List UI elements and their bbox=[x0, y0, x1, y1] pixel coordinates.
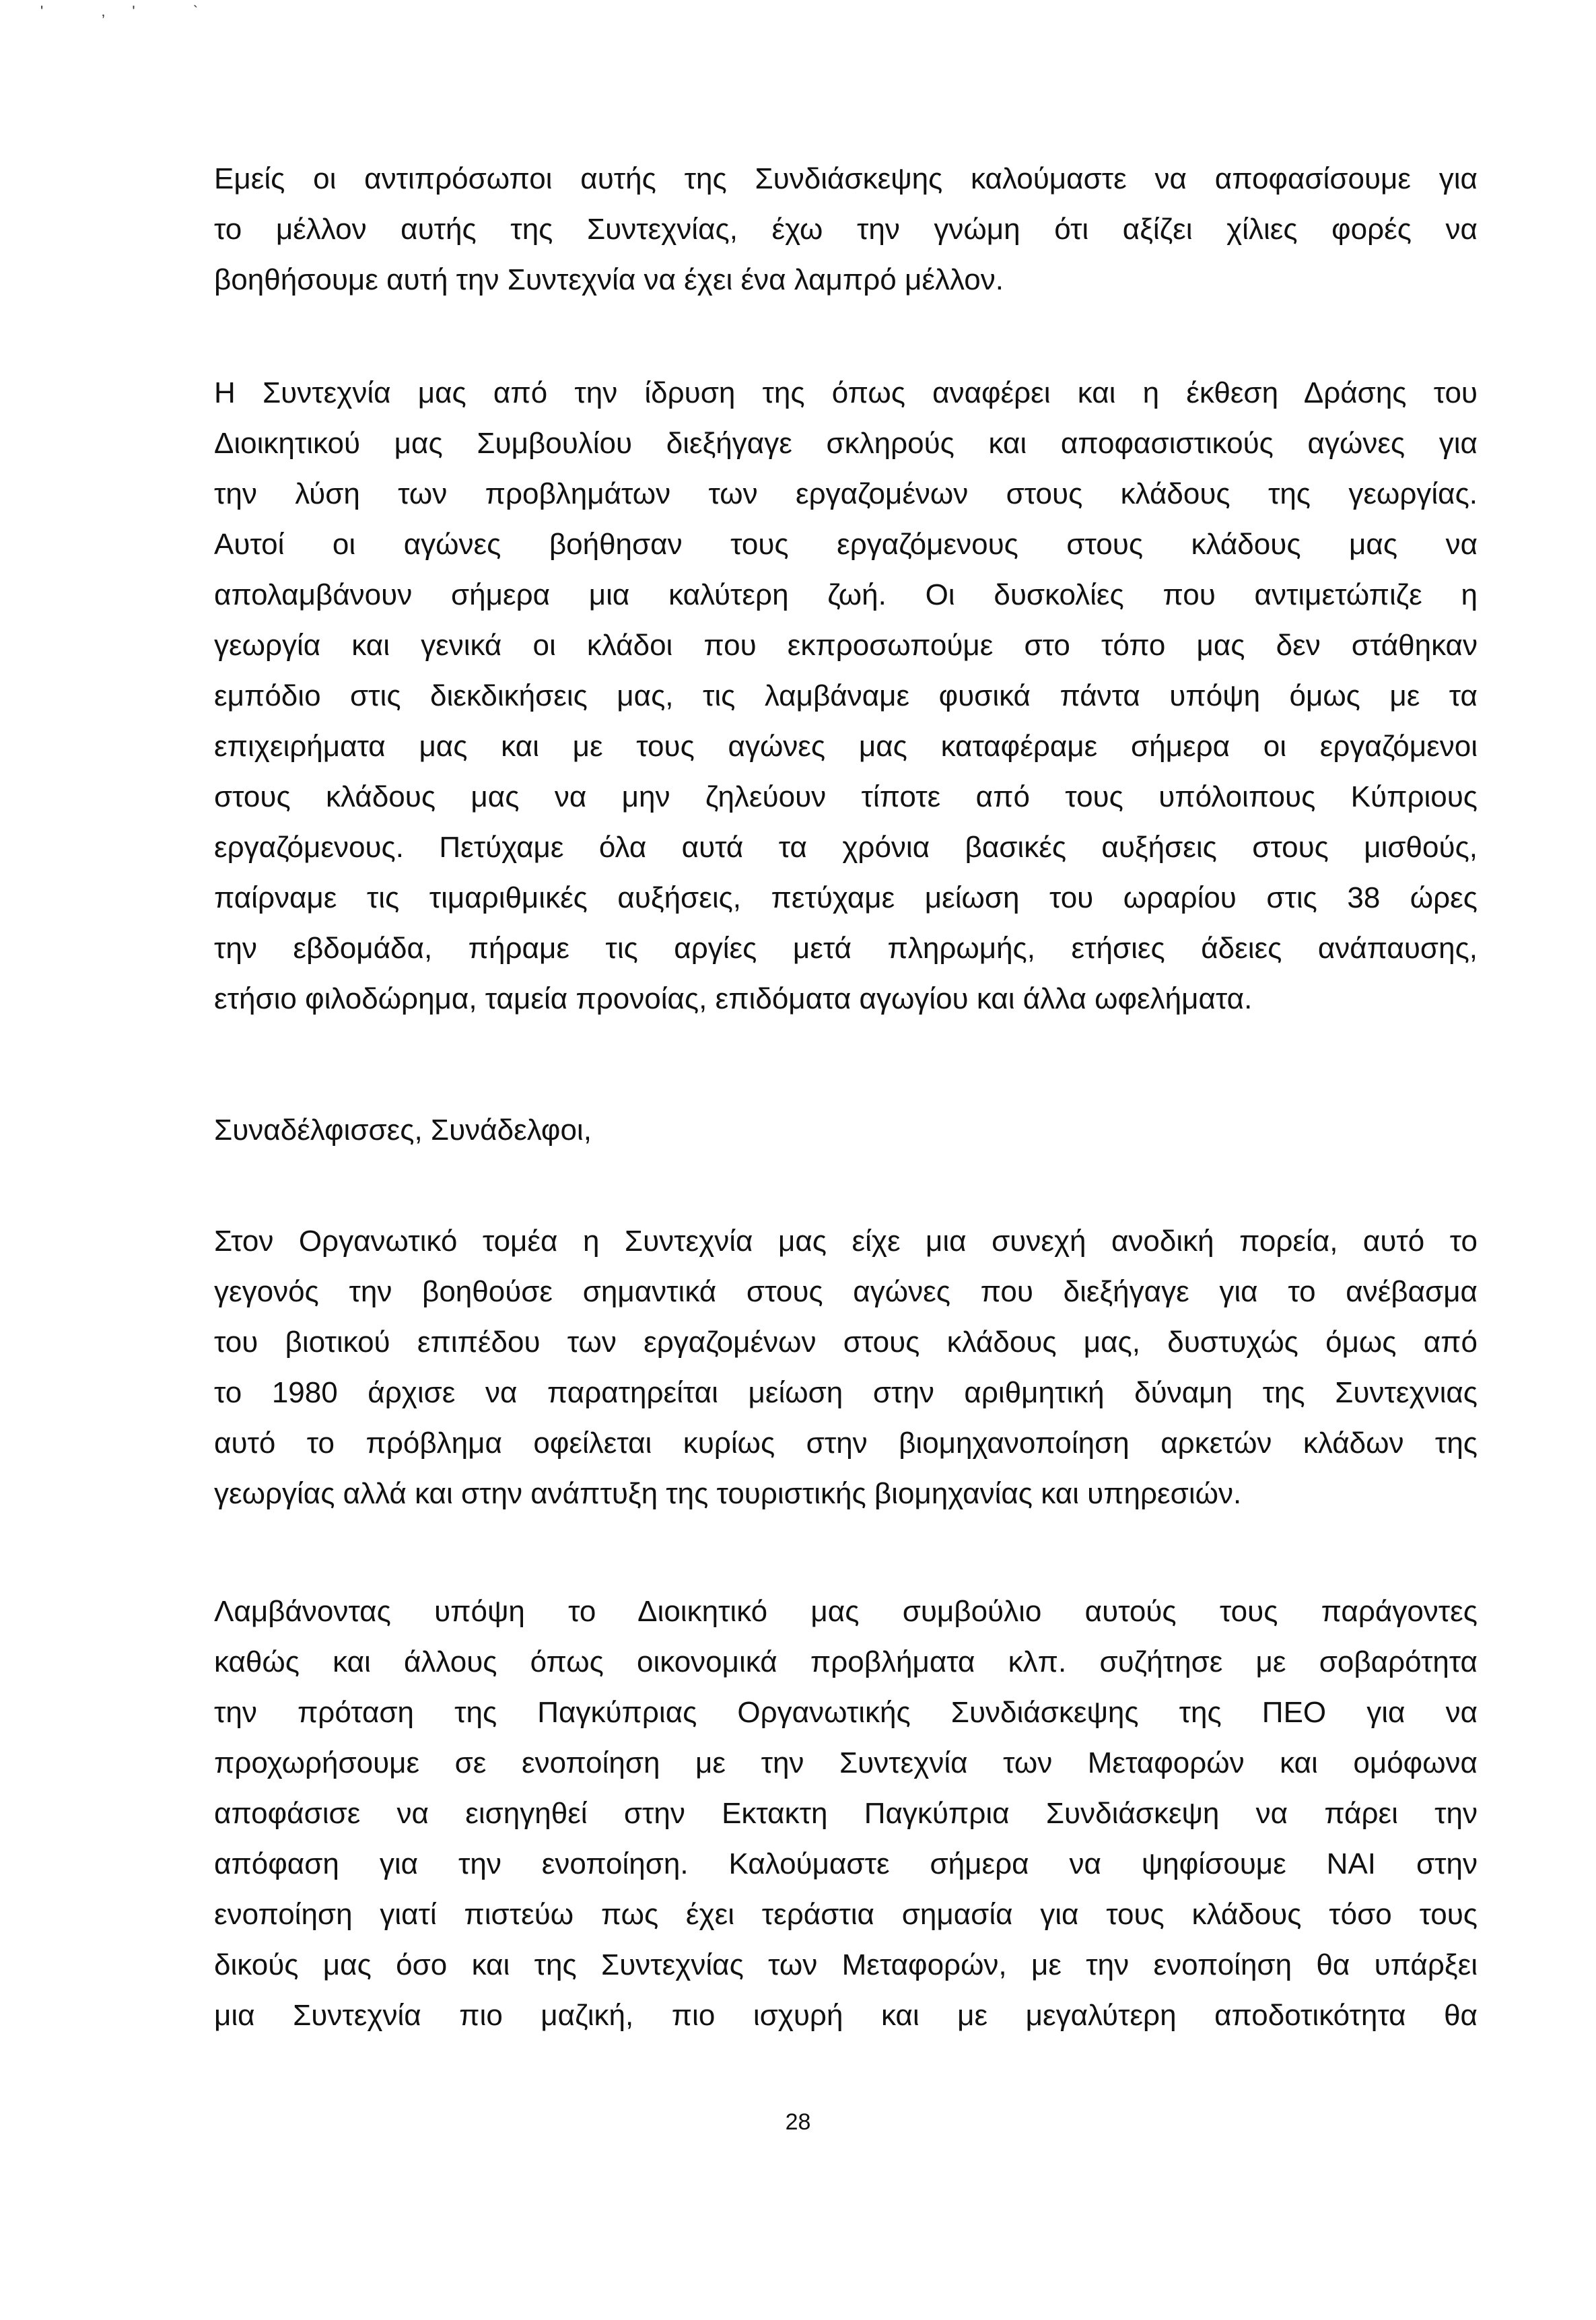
text-line: την εβδομάδα, πήραμε τις αργίες μετά πληρωμής, ετήσιες άδειες ανάπαυσης, bbox=[214, 932, 1478, 965]
text-line: την πρόταση της Παγκύπριας Οργανωτικής Συνδιάσκεψης της ΠΕΟ για να bbox=[214, 1696, 1478, 1729]
text-line: βοηθήσουμε αυτή την Συντεχνία να έχει ένα λαμπρό μέλλον. bbox=[214, 263, 1004, 296]
text-line: εργαζόμενους. Πετύχαμε όλα αυτά τα χρόνια βασικές αυξήσεις στους μισθούς, bbox=[214, 831, 1478, 864]
text-line: εμπόδιο στις διεκδικήσεις μας, τις λαμβάναμε φυσικά πάντα υπόψη όμως με τα bbox=[214, 679, 1478, 712]
text-line: γεωργία και γενικά οι κλάδοι που εκπροσωπούμε στο τόπο μας δεν στάθηκαν bbox=[214, 629, 1478, 662]
text-line: καθώς και άλλους όπως οικονομικά προβλήματα κλπ. συζήτησε με σοβαρότητα bbox=[214, 1645, 1478, 1678]
text-line: απόφαση για την ενοποίηση. Καλούμαστε σήμερα να ψηφίσουμε ΝΑΙ στην bbox=[214, 1847, 1478, 1880]
text-line: το 1980 άρχισε να παρατηρείται μείωση στην αριθμητική δύναμη της Συντεχνιας bbox=[214, 1376, 1478, 1409]
text-line: Λαμβάνοντας υπόψη το Διοικητικό μας συμβούλιο αυτούς τους παράγοντες bbox=[214, 1595, 1478, 1628]
text-line: γεγονός την βοηθούσε σημαντικά στους αγώνες που διεξήγαγε για το ανέβασμα bbox=[214, 1275, 1478, 1308]
text-line: απολαμβάνουν σήμερα μια καλύτερη ζωή. Οι δυσκολίες που αντιμετώπιζε η bbox=[214, 578, 1478, 611]
text-line: του βιοτικού επιπέδου των εργαζομένων στους κλάδους μας, δυστυχώς όμως από bbox=[214, 1326, 1478, 1359]
text-line: αυτό το πρόβλημα οφείλεται κυρίως στην βιομηχανοποίηση αρκετών κλάδων της bbox=[214, 1427, 1478, 1460]
text-line: Στον Οργανωτικό τομέα η Συντεχνία μας είχε μια συνεχή ανοδική πορεία, αυτό το bbox=[214, 1225, 1478, 1258]
text-line: αποφάσισε να εισηγηθεί στην Εκτακτη Παγκύπρια Συνδιάσκεψη να πάρει την bbox=[214, 1797, 1478, 1830]
text-line: ενοποίηση γιατί πιστεύω πως έχει τεράστια σημασία για τους κλάδους τόσο τους bbox=[214, 1898, 1478, 1931]
text-line: Εμείς οι αντιπρόσωποι αυτής της Συνδιάσκεψης καλούμαστε να αποφασίσουμε για bbox=[214, 162, 1478, 195]
scan-marks: ' ,' ` bbox=[40, 3, 225, 20]
text-line: παίρναμε τις τιμαριθμικές αυξήσεις, πετύχαμε μείωση του ωραρίου στις 38 ώρες bbox=[214, 881, 1478, 914]
paragraph-4 bbox=[214, 1586, 1478, 2041]
text-line: προχωρήσουμε σε ενοποίηση με την Συντεχνία των Μεταφορών και ομόφωνα bbox=[214, 1746, 1478, 1779]
text-line: το μέλλον αυτής της Συντεχνίας, έχω την γνώμη ότι αξίζει χίλιες φορές να bbox=[214, 213, 1478, 246]
text-line: Αυτοί οι αγώνες βοήθησαν τους εργαζόμενους στους κλάδους μας να bbox=[214, 528, 1478, 561]
text-line: ετήσιο φιλοδώρημα, ταμεία προνοίας, επιδόματα αγωγίου και άλλα ωφελήματα. bbox=[214, 982, 1253, 1015]
text-line: την λύση των προβλημάτων των εργαζομένων στους κλάδους της γεωργίας. bbox=[214, 477, 1478, 510]
paragraph-2 bbox=[214, 368, 1478, 1024]
text-line: Συναδέλφισσες, Συνάδελφοι, bbox=[214, 1114, 592, 1147]
paragraph-1 bbox=[214, 153, 1478, 305]
text-line: Η Συντεχνία μας από την ίδρυση της όπως αναφέρει και η έκθεση Δράσης του bbox=[214, 376, 1478, 409]
text-line: επιχειρήματα μας και με τους αγώνες μας καταφέραμε σήμερα οι εργαζόμενοι bbox=[214, 730, 1478, 763]
text-line: στους κλάδους μας να μην ζηλεύουν τίποτε από τους υπόλοιπους Κύπριους bbox=[214, 780, 1478, 813]
text-line: γεωργίας αλλά και στην ανάπτυξη της τουριστικής βιομηχανίας και υπηρεσιών. bbox=[214, 1477, 1242, 1510]
paragraph-3 bbox=[214, 1216, 1478, 1519]
text-line: Διοικητικού μας Συμβουλίου διεξήγαγε σκληρούς και αποφασιστικούς αγώνες για bbox=[214, 427, 1478, 460]
text-line: μια Συντεχνία πιο μαζική, πιο ισχυρή και με μεγαλύτερη αποδοτικότητα θα bbox=[214, 1999, 1478, 2032]
salutation bbox=[214, 1105, 1478, 1155]
page-number: 28 bbox=[785, 2109, 811, 2135]
text-line: δικούς μας όσο και της Συντεχνίας των Μεταφορών, με την ενοποίηση θα υπάρξει bbox=[214, 1948, 1478, 1981]
